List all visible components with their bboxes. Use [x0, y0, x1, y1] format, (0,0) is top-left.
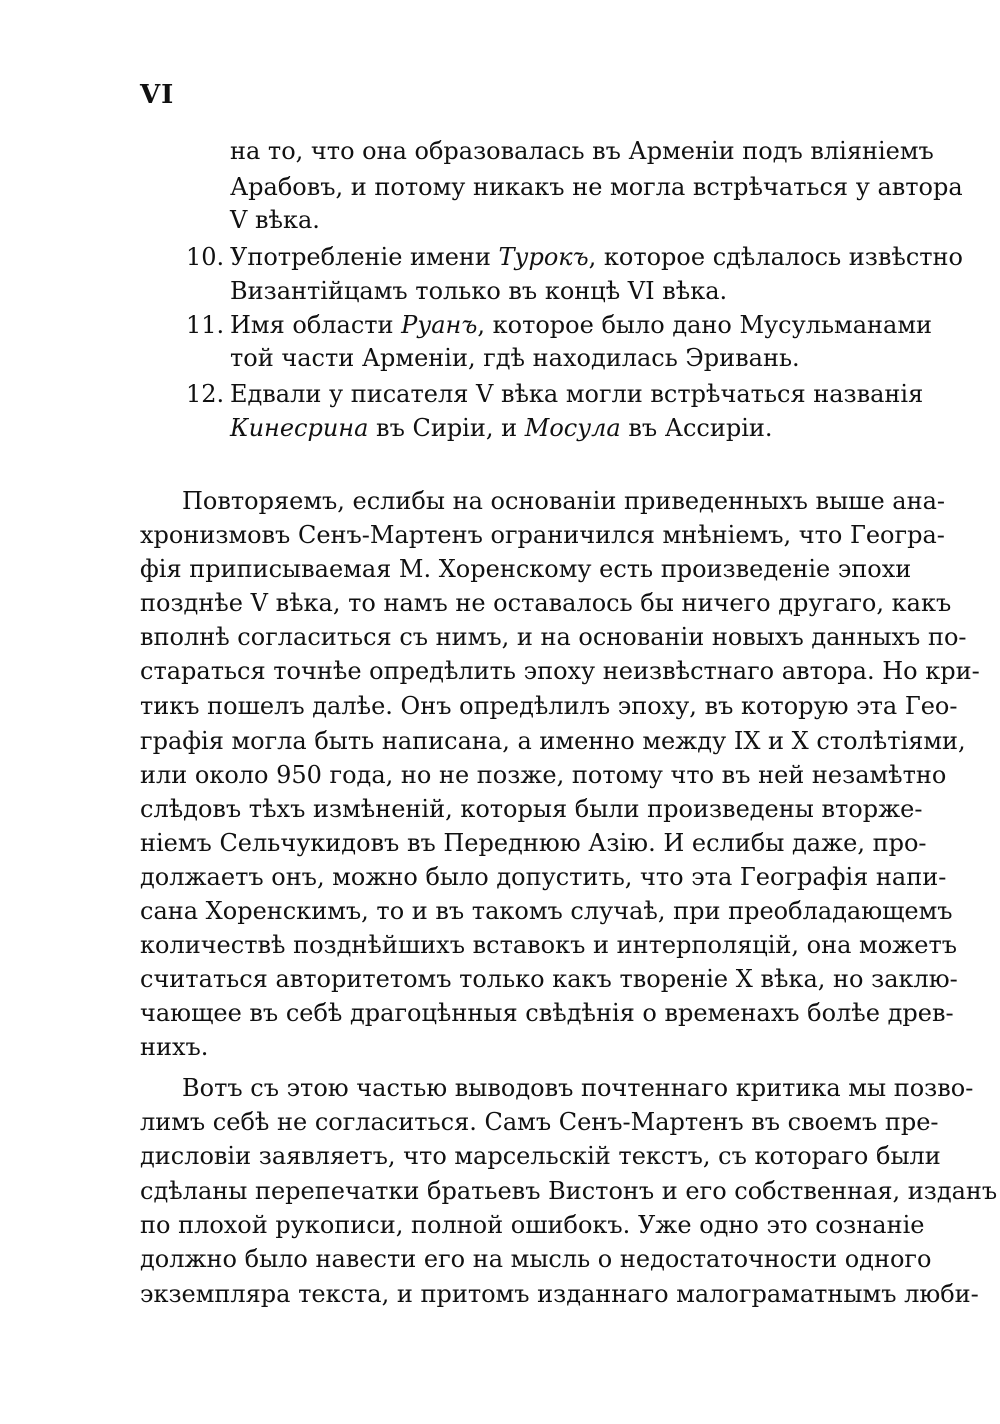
list-item-10-line-1: 10. Употребленіе имени Турокъ, которое сдѣлалось извѣстно: [186, 240, 866, 274]
list-continuation-line: V вѣка.: [230, 206, 320, 234]
paragraph-1-line: стараться точнѣе опредѣлить эпоху неизвѣстнаго автора. Но кри-: [140, 657, 980, 685]
paragraph-1-line: хронизмовъ Сенъ-Мартенъ ограничился мнѣніемъ, что Геогра-: [140, 521, 945, 549]
paragraph-2-line: лимъ себѣ не согласиться. Самъ Сенъ-Мартенъ въ своемъ пре-: [140, 1108, 939, 1136]
paragraph-1-line: фія приписываемая М. Хоренскому есть произведеніе эпохи: [140, 555, 912, 583]
page-number: VI: [140, 80, 175, 110]
paragraph-1-line: Повторяемъ, еслибы на основаніи приведенныхъ выше ана-: [182, 487, 946, 515]
paragraph-1-line: тикъ пошелъ далѣе. Онъ опредѣлилъ эпоху, въ которую эта Гео-: [140, 692, 958, 720]
paragraph-2-line: сдѣланы перепечатки братьевъ Вистонъ и его собственная, изданъ: [140, 1177, 998, 1205]
paragraph-2-line: Вотъ съ этою частью выводовъ почтеннаго критика мы позво-: [182, 1074, 974, 1102]
paragraph-1-line: вполнѣ согласиться съ нимъ, и на основаніи новыхъ данныхъ по-: [140, 623, 967, 651]
paragraph-2-line: экземпляра текста, и притомъ изданнаго малограматнымъ люби-: [140, 1280, 979, 1308]
list-item-10-line-2: Византійцамъ только въ концѣ VI вѣка.: [230, 277, 728, 305]
paragraph-1-line: ніемъ Сельчукидовъ въ Переднюю Азію. И еслибы даже, про-: [140, 829, 927, 857]
paragraph-1-line: сана Хоренскимъ, то и въ такомъ случаѣ, при преобладающемъ: [140, 897, 953, 925]
paragraph-2-line: должно было навести его на мысль о недостаточности одного: [140, 1245, 932, 1273]
paragraph-2-line: по плохой рукописи, полной ошибокъ. Уже одно это сознаніе: [140, 1211, 925, 1239]
paragraph-1-line: должаетъ онъ, можно было допустить, что эта Географія напи-: [140, 863, 947, 891]
list-item-number: 11.: [186, 311, 225, 339]
paragraph-1-line: чающее въ себѣ драгоцѣнныя свѣдѣнія о временахъ болѣе древ-: [140, 999, 954, 1027]
list-item-11-line-1: 11. Имя области Руанъ, которое было дано Мусульманами: [186, 308, 866, 342]
paragraph-1-line: нихъ.: [140, 1033, 209, 1061]
list-item-12-line-2: Кинесрина въ Сиріи, и Мосула въ Ассиріи.: [230, 414, 773, 442]
list-continuation-line: Арабовъ, и потому никакъ не могла встрѣчаться у автора: [230, 173, 963, 201]
paragraph-1-line: или около 950 года, но не позже, потому что въ ней незамѣтно: [140, 761, 947, 789]
paragraph-1-line: считаться авторитетомъ только какъ твореніе X вѣка, но заклю-: [140, 965, 958, 993]
list-item-number: 12.: [186, 380, 225, 408]
list-item-number: 10.: [186, 243, 225, 271]
paragraph-1-line: позднѣе V вѣка, то намъ не оставалось бы ничего другаго, какъ: [140, 589, 952, 617]
paragraph-1-line: слѣдовъ тѣхъ измѣненій, которыя были произведены вторже-: [140, 795, 923, 823]
paragraph-2-line: дисловіи заявляетъ, что марсельскій текстъ, съ котораго были: [140, 1142, 941, 1170]
list-continuation-line: на то, что она образовалась въ Арменіи подъ вліяніемъ: [230, 137, 934, 165]
list-item-11-line-2: той части Арменіи, гдѣ находилась Эривань.: [230, 344, 800, 372]
paragraph-1-line: графія могла быть написана, а именно между IX и X столѣтіями,: [140, 727, 966, 755]
list-item-12-line-1: 12. Едвали у писателя V вѣка могли встрѣчаться названія: [186, 377, 866, 411]
paragraph-1-line: количествѣ позднѣйшихъ вставокъ и интерполяцій, она можетъ: [140, 931, 957, 959]
